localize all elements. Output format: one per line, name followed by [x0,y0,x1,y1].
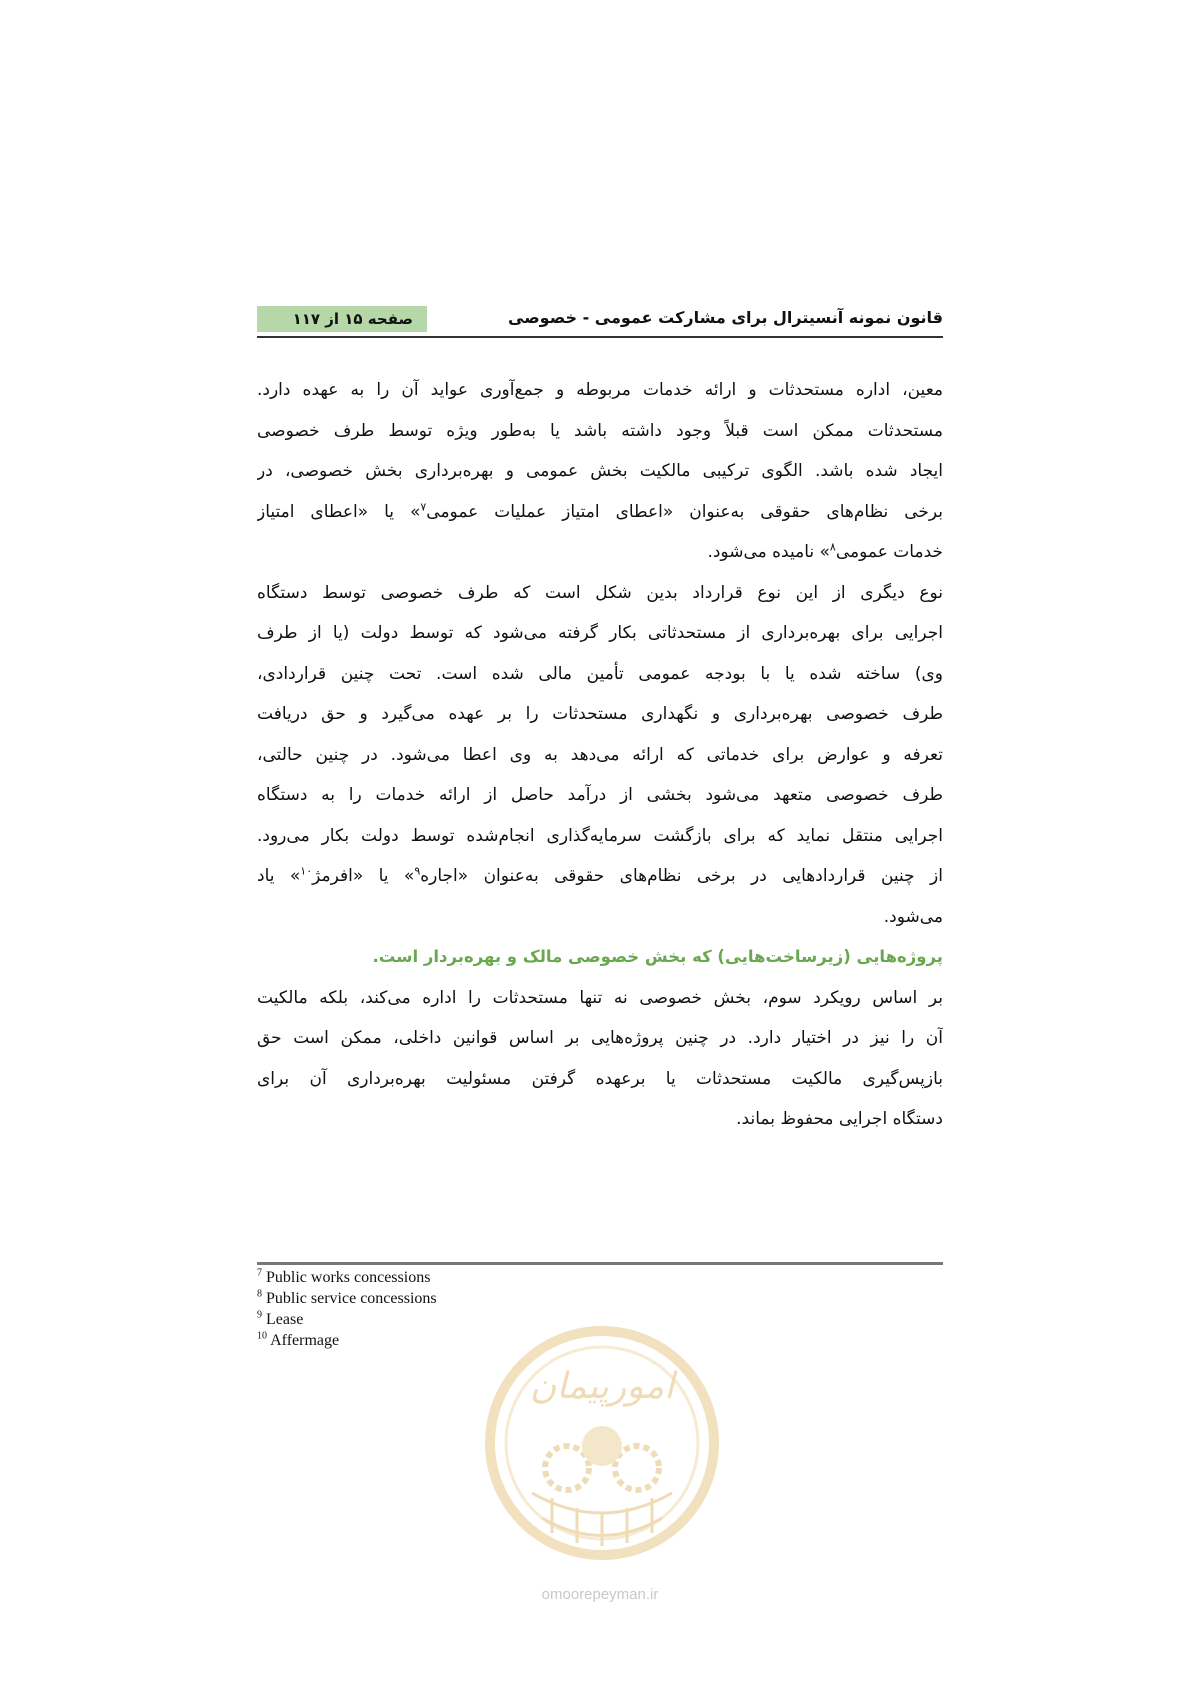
text-line: بر اساس رویکرد سوم، بخش خصوصی نه تنها مستحدثات را اداره می‌کند، بلکه مالکیت [257,987,943,1008]
footnote-number: 8 [257,1288,262,1300]
document-body [257,370,943,1140]
watermark-logo-icon [482,1318,722,1568]
page-number-badge [257,306,427,332]
page-header [257,306,943,338]
text-segment: خدمات عمومی [835,542,943,562]
footnote-text: Public service concessions [266,1290,437,1307]
footnote-text: Lease [266,1311,304,1328]
footnote-ref: ۷ [420,499,427,513]
svg-text:امورپیمان: امورپیمان [529,1366,675,1407]
footnote-number: 9 [257,1309,262,1321]
text-segment: » یا «افرمژ [312,866,415,886]
footnote-text: Public works concessions [266,1269,431,1286]
footnote [257,1288,437,1309]
footnote [257,1330,437,1351]
footnote-text: Affermage [270,1332,340,1349]
watermark-site-url: omoorepeyman.ir [541,1586,659,1603]
text-line: طرف خصوصی بهره‌برداری و نگهداری مستحدثات را بر عهده می‌گیرد و حق دریافت [257,704,943,724]
text-line: مستحدثات ممکن است قبلاً وجود داشته باشد یا به‌طور ویژه توسط طرف خصوصی [257,420,943,441]
text-line: بازپس‌گیری مالکیت مستحدثات یا برعهده گرفتن مسئولیت بهره‌برداری آن برای [257,1068,943,1089]
footnote [257,1267,437,1288]
text-segment: » نامیده می‌شود. [707,542,830,562]
footnote-number: 7 [257,1267,262,1279]
text-segment: از چنین قراردادهایی در برخی نظام‌های حقوقی به‌عنوان «اجاره [420,866,943,886]
text-line: دستگاه اجرایی محفوظ بماند. [736,1109,943,1129]
text-line: وی) ساخته شده یا با بودجه عمومی تأمین مالی شده است. تحت چنین قراردادی، [257,663,943,684]
section-heading: پروژه‌هایی (زیرساخت‌هایی) که بخش خصوصی مالک و بهره‌بردار است. [372,947,943,966]
footnote-ref: ۱۰ [300,864,313,878]
text-line: ایجاد شده باشد. الگوی ترکیبی مالکیت بخش عمومی و بهره‌برداری بخش خصوصی، در [257,461,943,481]
text-line [257,856,943,897]
footnote-divider [257,1262,943,1265]
text-line: معین، اداره مستحدثات و ارائه خدمات مربوطه و جمع‌آوری عواید آن را به عهده دارد. [257,380,943,400]
document-title: قانون نمونه آنسیترال برای مشارکت عمومی - خصوصی [508,308,943,327]
text-segment: برخی نظام‌های حقوقی به‌عنوان «اعطای امتیاز عملیات عمومی [426,501,943,522]
text-line: نوع دیگری از این نوع قرارداد بدین شکل است که طرف خصوصی توسط دستگاه [257,582,943,603]
text-line: اجرایی برای بهره‌برداری از مستحدثاتی بکار گرفته می‌شود که توسط دولت (یا از طرف [257,623,943,643]
text-line [257,532,943,573]
text-line: تعرفه و عوارض برای خدماتی که ارائه می‌دهد به وی اعطا می‌شود. در چنین حالتی، [257,744,943,765]
footnote-ref: ۸ [829,540,836,554]
footnote-number: 10 [257,1330,267,1342]
footnotes [257,1267,437,1351]
footnote-ref: ۹ [414,864,421,878]
text-line: آن را نیز در اختیار دارد. در چنین پروژه‌هایی بر اساس قوانین داخلی، ممکن است حق [257,1028,943,1048]
text-line [257,492,943,533]
page-number-label: صفحه ۱۵ از ۱۱۷ [292,310,413,328]
footnote [257,1309,437,1330]
text-line: اجرایی منتقل نماید که برای بازگشت سرمایه‌گذاری انجام‌شده توسط دولت بکار می‌رود. [257,825,943,846]
text-line: طرف خصوصی متعهد می‌شود بخشی از درآمد حاصل از ارائه خدمات را به دستگاه [257,785,943,805]
text-segment: » یا «اعطای امتیاز [257,501,421,522]
text-line: می‌شود. [883,906,943,927]
text-segment: » یاد [257,866,301,886]
